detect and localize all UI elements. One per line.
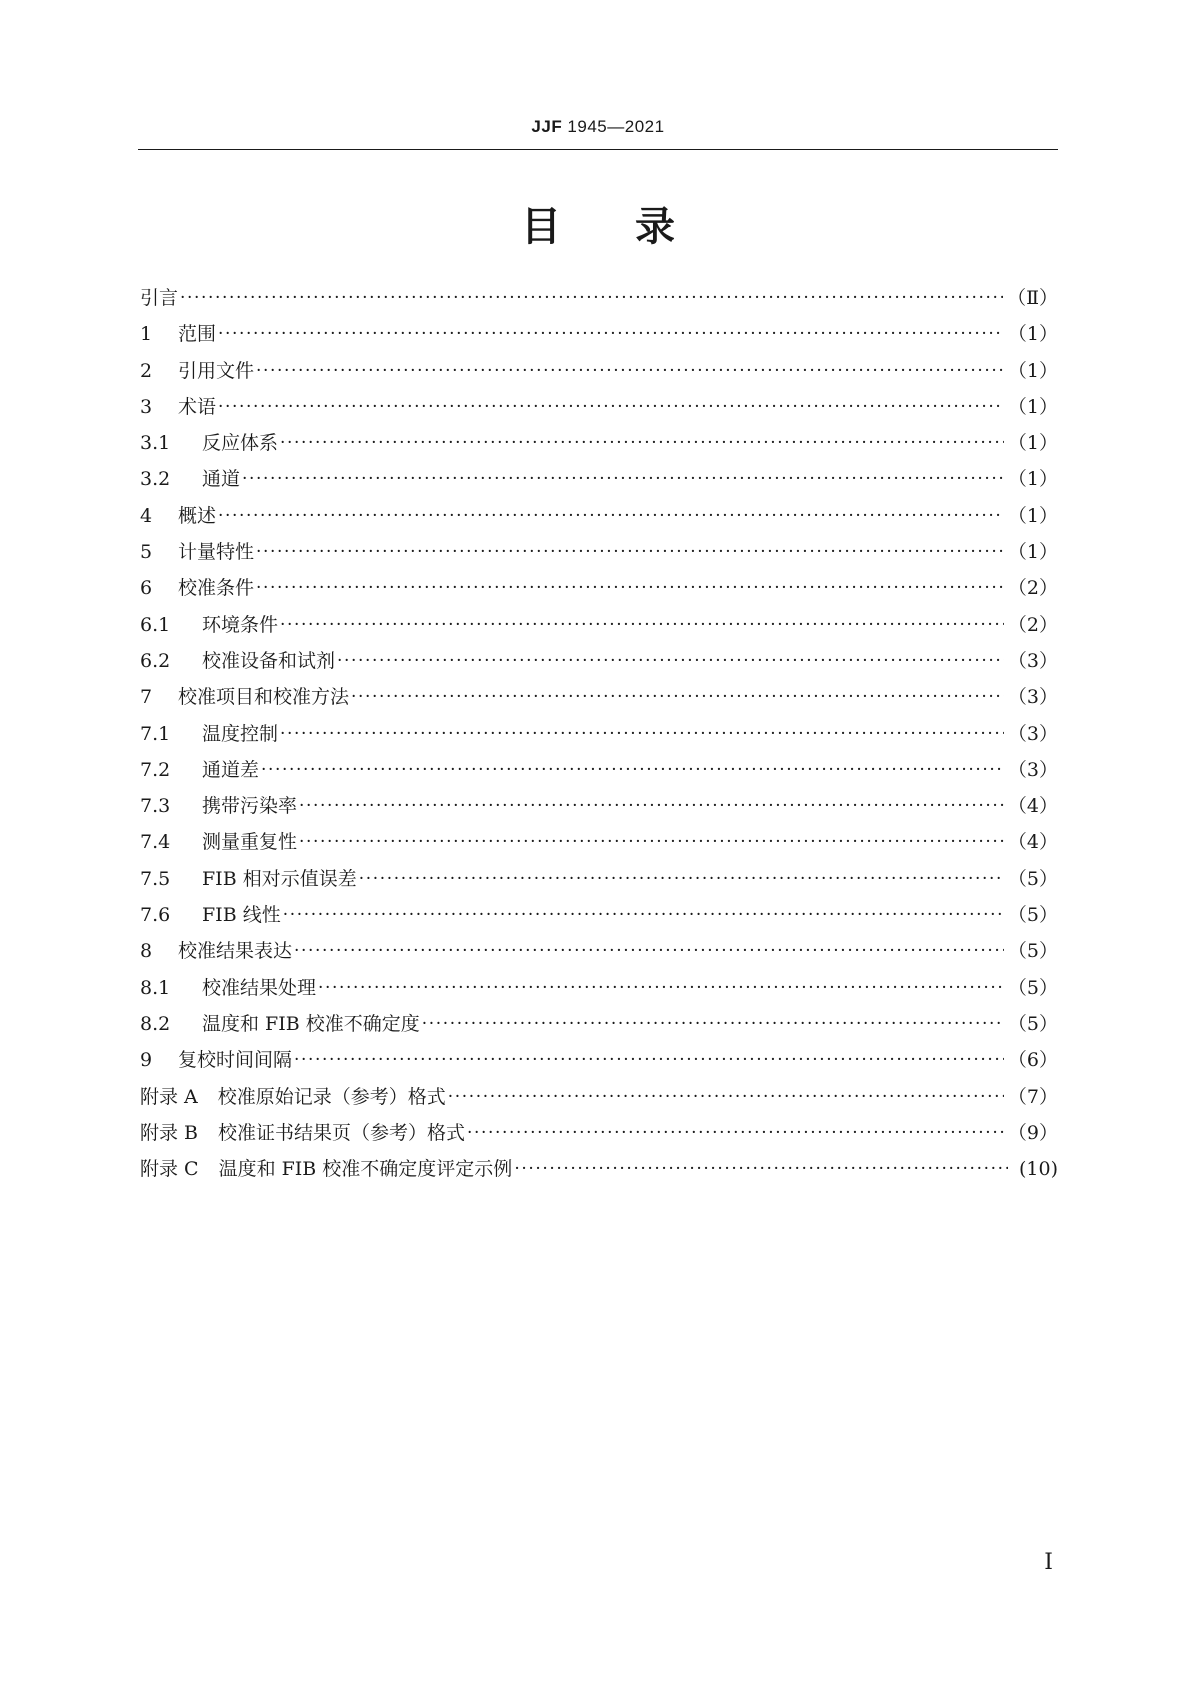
toc-dot-leader xyxy=(218,498,1004,534)
toc-entry[interactable] xyxy=(140,498,1058,534)
toc-dot-leader xyxy=(283,897,1004,933)
toc-entry-number: 附录 B xyxy=(140,1121,199,1144)
toc-entry-title: 引言 xyxy=(140,287,179,309)
toc-entry-number: 6.2 xyxy=(140,649,171,672)
toc-entry[interactable] xyxy=(140,970,1058,1006)
toc-entry-title: 温度控制 xyxy=(202,722,279,745)
standard-code-prefix: JJF xyxy=(531,117,563,136)
toc-entry-label xyxy=(140,1079,446,1115)
toc-entry-number: 3 xyxy=(140,395,153,418)
toc-entry-title: 通道差 xyxy=(202,758,260,781)
toc-entry-label xyxy=(140,1006,420,1042)
toc-entry-page: （1） xyxy=(1007,468,1058,491)
toc-entry[interactable] xyxy=(140,1115,1058,1151)
toc-entry[interactable] xyxy=(140,280,1058,316)
toc-entry[interactable] xyxy=(140,570,1058,606)
toc-entry-number: 9 xyxy=(140,1049,153,1072)
toc-entry-label xyxy=(140,316,216,352)
toc-entry-title: 温度和 FIB 校准不确定度评定示例 xyxy=(218,1158,513,1181)
toc-entry-label xyxy=(140,1115,465,1151)
toc-entry-number: 1 xyxy=(140,323,153,346)
toc-entry-title: 校准结果表达 xyxy=(178,940,293,963)
toc-entry-label xyxy=(140,716,278,752)
toc-entry-label xyxy=(140,389,216,425)
toc-entry-page: （2） xyxy=(1007,613,1058,636)
toc-entry-label xyxy=(140,607,278,643)
toc-entry-title: 概述 xyxy=(178,504,217,527)
toc-entry-number: 8 xyxy=(140,940,153,963)
toc-entry-title: 通道 xyxy=(202,468,241,491)
toc-entry-label xyxy=(140,353,254,389)
toc-entry-title: 校准证书结果页（参考）格式 xyxy=(218,1121,466,1144)
toc-entry[interactable] xyxy=(140,425,1058,461)
toc-entry-number: 5 xyxy=(140,541,153,564)
toc-entry-title: 计量特性 xyxy=(178,541,255,564)
toc-entry-label xyxy=(140,970,316,1006)
toc-entry-page: （5） xyxy=(1007,904,1058,927)
toc-entry-number: 8.1 xyxy=(140,976,171,999)
toc-dot-leader xyxy=(318,970,1004,1006)
toc-entry-label xyxy=(140,1042,292,1078)
toc-entry[interactable] xyxy=(140,534,1058,570)
toc-entry-title: 反应体系 xyxy=(202,432,279,455)
toc-entry[interactable] xyxy=(140,752,1058,788)
toc-entry-label xyxy=(140,861,357,897)
toc-entry[interactable] xyxy=(140,461,1058,497)
toc-entry-title: FIB 线性 xyxy=(202,904,281,927)
toc-entry-title: 校准设备和试剂 xyxy=(202,649,336,672)
toc-entry-page: （1） xyxy=(1007,323,1058,346)
toc-entry-page: （3） xyxy=(1007,758,1058,781)
toc-entry-number: 8.2 xyxy=(140,1012,171,1035)
toc-entry-label xyxy=(140,897,281,933)
toc-entry-page: （3） xyxy=(1007,649,1058,672)
toc-entry-number: 7.3 xyxy=(140,795,171,818)
toc-entry-page: （5） xyxy=(1007,976,1058,999)
toc-dot-leader xyxy=(448,1079,1004,1115)
standard-code-number: 1945—2021 xyxy=(562,117,665,136)
toc-entry-label xyxy=(140,679,349,715)
toc-entry-page: （5） xyxy=(1007,940,1058,963)
toc-entry[interactable] xyxy=(140,353,1058,389)
toc-dot-leader xyxy=(180,280,1003,316)
toc-entry-number: 6.1 xyxy=(140,613,171,636)
toc-entry-number: 4 xyxy=(140,504,153,527)
toc-entry-title: 测量重复性 xyxy=(202,831,298,854)
toc-entry[interactable] xyxy=(140,1079,1058,1115)
toc-entry[interactable] xyxy=(140,933,1058,969)
toc-entry[interactable] xyxy=(140,316,1058,352)
toc-entry-title: 校准原始记录（参考）格式 xyxy=(217,1085,446,1108)
toc-entry-label xyxy=(140,498,216,534)
toc-dot-leader xyxy=(256,570,1004,606)
toc-entry[interactable] xyxy=(140,824,1058,860)
toc-entry-number: 7.5 xyxy=(140,867,171,890)
toc-dot-leader xyxy=(218,389,1004,425)
toc-entry-label xyxy=(140,1151,512,1187)
toc-entry-number: 7.4 xyxy=(140,831,171,854)
page-title: 目录 xyxy=(521,204,749,250)
toc-entry-label xyxy=(140,461,240,497)
toc-entry[interactable] xyxy=(140,788,1058,824)
toc-entry[interactable] xyxy=(140,716,1058,752)
toc-entry-page: （5） xyxy=(1007,867,1058,890)
toc-entry[interactable] xyxy=(140,607,1058,643)
toc-dot-leader xyxy=(280,716,1004,752)
toc-entry[interactable] xyxy=(140,679,1058,715)
toc-entry-label xyxy=(140,752,259,788)
table-of-contents xyxy=(140,280,1058,1187)
toc-entry-number: 附录 C xyxy=(140,1158,199,1181)
toc-entry-number: 6 xyxy=(140,577,153,600)
toc-dot-leader xyxy=(294,1042,1004,1078)
toc-entry-title: 校准项目和校准方法 xyxy=(178,686,350,709)
toc-entry-page: （7） xyxy=(1007,1085,1058,1108)
toc-entry-label xyxy=(140,570,254,606)
toc-entry-title: 携带污染率 xyxy=(202,795,298,818)
toc-entry-label xyxy=(140,643,335,679)
toc-dot-leader xyxy=(256,353,1004,389)
toc-dot-leader xyxy=(218,316,1004,352)
toc-entry-page: （9） xyxy=(1007,1121,1058,1144)
running-header xyxy=(138,117,1058,137)
toc-dot-leader xyxy=(294,933,1004,969)
toc-entry-title: 校准结果处理 xyxy=(202,976,317,999)
toc-dot-leader xyxy=(422,1006,1004,1042)
toc-dot-leader xyxy=(256,534,1004,570)
toc-entry[interactable] xyxy=(140,897,1058,933)
toc-entry-number: 7 xyxy=(140,686,153,709)
toc-entry-number: 7.2 xyxy=(140,758,171,781)
toc-entry-title: FIB 相对示值误差 xyxy=(202,867,357,890)
toc-entry-number: 3.2 xyxy=(140,468,171,491)
header-rule xyxy=(138,149,1058,150)
toc-entry[interactable] xyxy=(140,389,1058,425)
toc-entry-page: （3） xyxy=(1007,722,1058,745)
toc-entry-label xyxy=(140,788,297,824)
toc-entry-page: （3） xyxy=(1007,686,1058,709)
toc-entry-title: 引用文件 xyxy=(178,359,255,382)
toc-entry-page: （4） xyxy=(1007,795,1058,818)
toc-entry-page: (10) xyxy=(1018,1158,1058,1181)
toc-entry-page: （1） xyxy=(1007,432,1058,455)
toc-dot-leader xyxy=(280,425,1004,461)
toc-entry-page: （1） xyxy=(1007,504,1058,527)
toc-entry-title: 环境条件 xyxy=(202,613,279,636)
toc-dot-leader xyxy=(261,752,1004,788)
toc-dot-leader xyxy=(242,461,1004,497)
page-number: Ⅰ xyxy=(1044,1550,1053,1575)
toc-entry-label xyxy=(140,824,297,860)
toc-entry-number: 附录 A xyxy=(140,1085,198,1108)
toc-entry[interactable] xyxy=(140,1006,1058,1042)
toc-entry-page: （1） xyxy=(1007,541,1058,564)
toc-entry-page: （1） xyxy=(1007,395,1058,418)
toc-entry-page: （6） xyxy=(1007,1049,1058,1072)
toc-entry-page: （5） xyxy=(1007,1012,1058,1035)
toc-dot-leader xyxy=(467,1115,1004,1151)
toc-entry-number: 7.6 xyxy=(140,904,171,927)
toc-entry-title: 校准条件 xyxy=(178,577,255,600)
toc-entry-page: （1） xyxy=(1007,359,1058,382)
toc-dot-leader xyxy=(359,861,1004,897)
toc-entry-number: 3.1 xyxy=(140,432,171,455)
toc-dot-leader xyxy=(351,679,1004,715)
toc-entry-page: （4） xyxy=(1007,831,1058,854)
toc-entry-title: 术语 xyxy=(178,395,217,418)
toc-entry-label xyxy=(140,280,178,316)
toc-dot-leader xyxy=(299,824,1004,860)
toc-entry-page: （2） xyxy=(1007,577,1058,600)
toc-entry-page: （Ⅱ） xyxy=(1007,287,1058,309)
toc-entry-label xyxy=(140,425,278,461)
toc-entry[interactable] xyxy=(140,1151,1058,1187)
toc-entry-title: 温度和 FIB 校准不确定度 xyxy=(202,1012,420,1035)
toc-entry[interactable] xyxy=(140,861,1058,897)
toc-dot-leader xyxy=(514,1151,1008,1187)
toc-entry-label xyxy=(140,933,292,969)
toc-entry-title: 复校时间间隔 xyxy=(178,1049,293,1072)
toc-entry-label xyxy=(140,534,254,570)
toc-dot-leader xyxy=(337,643,1004,679)
toc-entry[interactable] xyxy=(140,643,1058,679)
toc-entry-number: 2 xyxy=(140,359,153,382)
toc-dot-leader xyxy=(280,607,1004,643)
toc-entry-title: 范围 xyxy=(178,323,217,346)
toc-entry[interactable] xyxy=(140,1042,1058,1078)
toc-entry-number: 7.1 xyxy=(140,722,171,745)
toc-dot-leader xyxy=(299,788,1004,824)
